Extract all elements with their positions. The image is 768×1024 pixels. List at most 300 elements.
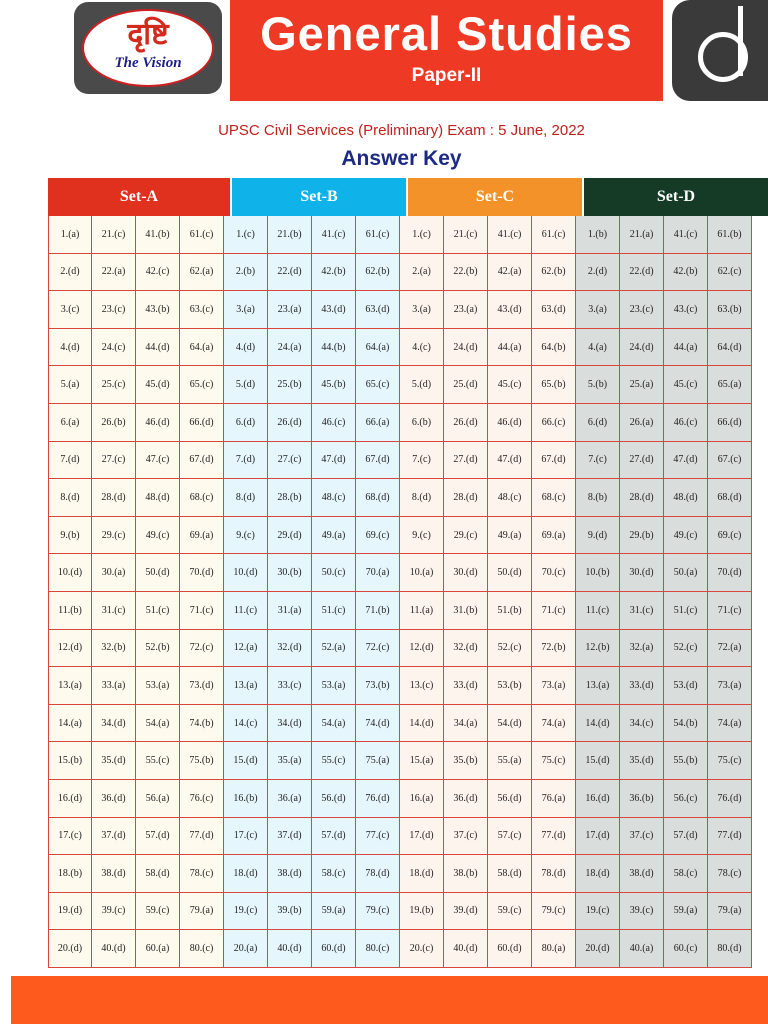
- answer-cell: 12.(d): [400, 630, 444, 668]
- answer-cell: 44.(b): [312, 329, 356, 367]
- answer-cell: 57.(d): [312, 818, 356, 856]
- answer-cell: 22.(d): [620, 254, 664, 292]
- answer-cell: 19.(d): [48, 893, 92, 931]
- answer-cell: 61.(b): [708, 216, 752, 254]
- answer-cell: 71.(b): [356, 592, 400, 630]
- answer-cell: 19.(c): [576, 893, 620, 931]
- answer-cell: 32.(b): [92, 630, 136, 668]
- answer-cell: 58.(d): [488, 855, 532, 893]
- answer-cell: 16.(b): [224, 780, 268, 818]
- answer-cell: 6.(d): [224, 404, 268, 442]
- set-d-header: Set-D: [584, 178, 768, 216]
- answer-cell: 41.(c): [312, 216, 356, 254]
- answer-cell: 10.(b): [576, 554, 620, 592]
- answer-cell: 46.(d): [488, 404, 532, 442]
- answer-cell: 2.(d): [48, 254, 92, 292]
- answer-cell: 20.(d): [576, 930, 620, 968]
- answer-cell: 39.(c): [620, 893, 664, 931]
- answer-cell: 42.(b): [312, 254, 356, 292]
- page-title: General Studies: [260, 7, 633, 60]
- answer-cell: 51.(c): [664, 592, 708, 630]
- answer-cell: 20.(a): [224, 930, 268, 968]
- answer-cell: 34.(d): [268, 705, 312, 743]
- answer-cell: 73.(b): [356, 667, 400, 705]
- answer-cell: 10.(d): [224, 554, 268, 592]
- answer-cell: 8.(d): [224, 479, 268, 517]
- answer-cell: 36.(d): [92, 780, 136, 818]
- answer-cell: 57.(d): [136, 818, 180, 856]
- exam-info: UPSC Civil Services (Preliminary) Exam : 5 June, 2022: [218, 122, 585, 139]
- answer-cell: 10.(d): [48, 554, 92, 592]
- answer-cell: 35.(a): [268, 742, 312, 780]
- answer-cell: 29.(c): [92, 517, 136, 555]
- answer-cell: 5.(a): [48, 366, 92, 404]
- answer-cell: 72.(c): [356, 630, 400, 668]
- answer-cell: 50.(d): [136, 554, 180, 592]
- answer-cell: 46.(c): [664, 404, 708, 442]
- answer-cell: 50.(a): [664, 554, 708, 592]
- answer-cell: 73.(a): [532, 667, 576, 705]
- answer-cell: 2.(b): [224, 254, 268, 292]
- answer-cell: 42.(a): [488, 254, 532, 292]
- answer-cell: 20.(d): [48, 930, 92, 968]
- answer-cell: 6.(d): [576, 404, 620, 442]
- answer-cell: 80.(a): [532, 930, 576, 968]
- answer-cell: 3.(a): [400, 291, 444, 329]
- answer-cell: 45.(d): [136, 366, 180, 404]
- answer-cell: 35.(d): [620, 742, 664, 780]
- answer-cell: 48.(d): [136, 479, 180, 517]
- answer-cell: 57.(d): [664, 818, 708, 856]
- answer-cell: 45.(c): [664, 366, 708, 404]
- answer-cell: 5.(d): [224, 366, 268, 404]
- answer-cell: 30.(b): [268, 554, 312, 592]
- answer-cell: 46.(d): [136, 404, 180, 442]
- answer-cell: 40.(a): [620, 930, 664, 968]
- answer-cell: 36.(a): [268, 780, 312, 818]
- answer-cell: 61.(c): [356, 216, 400, 254]
- answer-cell: 52.(c): [488, 630, 532, 668]
- answer-cell: 24.(a): [268, 329, 312, 367]
- answer-cell: 66.(c): [532, 404, 576, 442]
- answer-cell: 24.(c): [92, 329, 136, 367]
- answer-cell: 34.(c): [620, 705, 664, 743]
- answer-cell: 14.(d): [576, 705, 620, 743]
- answer-cell: 1.(b): [576, 216, 620, 254]
- answer-cell: 60.(d): [312, 930, 356, 968]
- answer-cell: 69.(a): [180, 517, 224, 555]
- answer-cell: 7.(d): [48, 442, 92, 480]
- answer-cell: 59.(c): [488, 893, 532, 931]
- answer-cell: 23.(a): [444, 291, 488, 329]
- answer-cell: 9.(c): [224, 517, 268, 555]
- answer-cell: 14.(d): [400, 705, 444, 743]
- answer-cell: 13.(a): [224, 667, 268, 705]
- answer-cell: 37.(c): [444, 818, 488, 856]
- answer-cell: 24.(d): [620, 329, 664, 367]
- answer-cell: 18.(b): [48, 855, 92, 893]
- answer-cell: 60.(a): [136, 930, 180, 968]
- logo-hindi-text: दृष्टि: [127, 17, 169, 52]
- logo-emblem: [82, 9, 214, 87]
- answer-cell: 70.(d): [708, 554, 752, 592]
- answer-cell: 47.(d): [488, 442, 532, 480]
- answer-cell: 34.(a): [444, 705, 488, 743]
- answer-cell: 44.(a): [664, 329, 708, 367]
- answer-cell: 43.(d): [312, 291, 356, 329]
- answer-cell: 17.(d): [576, 818, 620, 856]
- answer-cell: 42.(b): [664, 254, 708, 292]
- answer-cell: 53.(d): [664, 667, 708, 705]
- answer-cell: 59.(c): [136, 893, 180, 931]
- answer-cell: 52.(c): [664, 630, 708, 668]
- answer-cell: 78.(c): [708, 855, 752, 893]
- answer-cell: 64.(a): [180, 329, 224, 367]
- answer-cell: 27.(d): [444, 442, 488, 480]
- answer-cell: 40.(d): [268, 930, 312, 968]
- answer-cell: 69.(c): [356, 517, 400, 555]
- answer-cell: 2.(a): [400, 254, 444, 292]
- answer-cell: 66.(a): [356, 404, 400, 442]
- answer-cell: 79.(c): [356, 893, 400, 931]
- answer-cell: 51.(c): [312, 592, 356, 630]
- answer-cell: 75.(c): [532, 742, 576, 780]
- footer-band: [11, 976, 768, 1024]
- answer-cell: 52.(a): [312, 630, 356, 668]
- answer-cell: 7.(c): [400, 442, 444, 480]
- answer-cell: 7.(c): [576, 442, 620, 480]
- answer-cell: 41.(c): [664, 216, 708, 254]
- answer-cell: 68.(c): [180, 479, 224, 517]
- logo-tagline: The Vision: [114, 55, 182, 71]
- d-app-icon: [672, 0, 768, 101]
- answer-cell: 26.(d): [268, 404, 312, 442]
- answer-cell: 15.(a): [400, 742, 444, 780]
- answer-grid: [48, 216, 768, 968]
- answer-cell: 64.(d): [708, 329, 752, 367]
- answer-cell: 40.(d): [444, 930, 488, 968]
- answer-cell: 43.(d): [488, 291, 532, 329]
- answer-cell: 3.(a): [576, 291, 620, 329]
- answer-cell: 9.(c): [400, 517, 444, 555]
- answer-cell: 77.(c): [356, 818, 400, 856]
- d-icon-stem: [738, 6, 743, 76]
- answer-cell: 75.(a): [356, 742, 400, 780]
- answer-cell: 45.(b): [312, 366, 356, 404]
- answer-cell: 77.(d): [532, 818, 576, 856]
- answer-cell: 80.(c): [356, 930, 400, 968]
- answer-cell: 14.(a): [48, 705, 92, 743]
- answer-cell: 20.(c): [400, 930, 444, 968]
- answer-cell: 59.(a): [312, 893, 356, 931]
- answer-cell: 60.(c): [664, 930, 708, 968]
- answer-cell: 44.(a): [488, 329, 532, 367]
- answer-cell: 76.(d): [708, 780, 752, 818]
- answer-cell: 67.(d): [180, 442, 224, 480]
- answer-cell: 56.(a): [136, 780, 180, 818]
- answer-cell: 17.(c): [224, 818, 268, 856]
- answer-cell: 58.(c): [664, 855, 708, 893]
- answer-cell: 49.(c): [664, 517, 708, 555]
- answer-cell: 22.(b): [444, 254, 488, 292]
- answer-cell: 35.(b): [444, 742, 488, 780]
- answer-cell: 54.(b): [664, 705, 708, 743]
- answer-cell: 78.(c): [180, 855, 224, 893]
- answer-cell: 68.(d): [708, 479, 752, 517]
- answer-cell: 62.(b): [532, 254, 576, 292]
- answer-cell: 12.(d): [48, 630, 92, 668]
- answer-cell: 5.(d): [400, 366, 444, 404]
- answer-cell: 50.(d): [488, 554, 532, 592]
- title-banner: [230, 0, 663, 101]
- answer-cell: 31.(c): [92, 592, 136, 630]
- answer-cell: 23.(a): [268, 291, 312, 329]
- answer-cell: 38.(d): [92, 855, 136, 893]
- answer-cell: 2.(d): [576, 254, 620, 292]
- answer-cell: 50.(c): [312, 554, 356, 592]
- answer-cell: 13.(a): [576, 667, 620, 705]
- answer-cell: 37.(d): [268, 818, 312, 856]
- answer-cell: 33.(d): [444, 667, 488, 705]
- answer-cell: 78.(d): [532, 855, 576, 893]
- answer-cell: 48.(c): [312, 479, 356, 517]
- answer-cell: 60.(d): [488, 930, 532, 968]
- answer-cell: 38.(d): [620, 855, 664, 893]
- answer-cell: 30.(a): [92, 554, 136, 592]
- answer-cell: 26.(a): [620, 404, 664, 442]
- answer-cell: 29.(c): [444, 517, 488, 555]
- answer-cell: 68.(c): [532, 479, 576, 517]
- answer-cell: 14.(c): [224, 705, 268, 743]
- answer-cell: 62.(b): [356, 254, 400, 292]
- answer-cell: 67.(d): [356, 442, 400, 480]
- answer-cell: 15.(b): [48, 742, 92, 780]
- answer-cell: 21.(c): [444, 216, 488, 254]
- answer-cell: 71.(c): [708, 592, 752, 630]
- answer-cell: 8.(b): [576, 479, 620, 517]
- answer-cell: 8.(d): [48, 479, 92, 517]
- answer-cell: 56.(d): [312, 780, 356, 818]
- answer-cell: 33.(d): [620, 667, 664, 705]
- answer-cell: 43.(b): [136, 291, 180, 329]
- answer-cell: 75.(c): [708, 742, 752, 780]
- answer-cell: 7.(d): [224, 442, 268, 480]
- answer-cell: 48.(d): [664, 479, 708, 517]
- answer-cell: 77.(d): [708, 818, 752, 856]
- answer-cell: 71.(c): [532, 592, 576, 630]
- answer-cell: 58.(c): [312, 855, 356, 893]
- answer-cell: 69.(a): [532, 517, 576, 555]
- answer-cell: 47.(d): [312, 442, 356, 480]
- answer-cell: 10.(a): [400, 554, 444, 592]
- answer-cell: 11.(a): [400, 592, 444, 630]
- answer-cell: 54.(d): [488, 705, 532, 743]
- answer-cell: 65.(a): [708, 366, 752, 404]
- answer-cell: 66.(d): [708, 404, 752, 442]
- answer-cell: 52.(b): [136, 630, 180, 668]
- answer-cell: 11.(c): [576, 592, 620, 630]
- page-subtitle: Paper-II: [411, 65, 482, 86]
- answer-cell: 29.(d): [268, 517, 312, 555]
- answer-cell: 9.(b): [48, 517, 92, 555]
- answer-cell: 38.(d): [268, 855, 312, 893]
- answer-cell: 59.(a): [664, 893, 708, 931]
- answer-cell: 3.(a): [224, 291, 268, 329]
- drishti-logo: [74, 2, 222, 94]
- answer-cell: 22.(d): [268, 254, 312, 292]
- answer-cell: 27.(d): [620, 442, 664, 480]
- answer-cell: 15.(d): [576, 742, 620, 780]
- answer-cell: 28.(d): [444, 479, 488, 517]
- answer-cell: 54.(a): [312, 705, 356, 743]
- answer-cell: 4.(c): [400, 329, 444, 367]
- answer-cell: 55.(c): [312, 742, 356, 780]
- set-c-header: Set-C: [408, 178, 582, 216]
- answer-cell: 25.(c): [92, 366, 136, 404]
- answer-cell: 68.(d): [356, 479, 400, 517]
- answer-cell: 63.(b): [708, 291, 752, 329]
- answer-cell: 47.(d): [664, 442, 708, 480]
- answer-cell: 32.(d): [444, 630, 488, 668]
- answer-cell: 16.(d): [576, 780, 620, 818]
- answer-cell: 29.(b): [620, 517, 664, 555]
- answer-cell: 72.(a): [708, 630, 752, 668]
- answer-cell: 6.(a): [48, 404, 92, 442]
- answer-cell: 26.(b): [92, 404, 136, 442]
- answer-cell: 5.(b): [576, 366, 620, 404]
- answer-cell: 49.(c): [136, 517, 180, 555]
- answer-cell: 34.(d): [92, 705, 136, 743]
- answer-cell: 18.(d): [576, 855, 620, 893]
- answer-cell: 73.(d): [180, 667, 224, 705]
- answer-cell: 13.(c): [400, 667, 444, 705]
- answer-cell: 79.(a): [708, 893, 752, 931]
- answer-cell: 55.(c): [136, 742, 180, 780]
- answer-cell: 24.(d): [444, 329, 488, 367]
- answer-cell: 12.(a): [224, 630, 268, 668]
- answer-cell: 25.(b): [268, 366, 312, 404]
- answer-cell: 61.(c): [532, 216, 576, 254]
- answer-cell: 55.(a): [488, 742, 532, 780]
- answer-cell: 53.(a): [312, 667, 356, 705]
- answer-cell: 75.(b): [180, 742, 224, 780]
- answer-cell: 36.(b): [620, 780, 664, 818]
- answer-cell: 19.(b): [400, 893, 444, 931]
- answer-cell: 1.(c): [224, 216, 268, 254]
- answer-cell: 66.(d): [180, 404, 224, 442]
- answer-cell: 21.(a): [620, 216, 664, 254]
- answer-cell: 41.(b): [136, 216, 180, 254]
- answer-cell: 65.(b): [532, 366, 576, 404]
- answer-cell: 1.(a): [48, 216, 92, 254]
- answer-cell: 12.(b): [576, 630, 620, 668]
- answer-cell: 76.(a): [532, 780, 576, 818]
- answer-cell: 65.(c): [180, 366, 224, 404]
- answer-cell: 76.(c): [180, 780, 224, 818]
- answer-cell: 8.(d): [400, 479, 444, 517]
- answer-cell: 47.(c): [136, 442, 180, 480]
- answer-cell: 79.(c): [532, 893, 576, 931]
- answer-cell: 46.(c): [312, 404, 356, 442]
- answer-cell: 54.(a): [136, 705, 180, 743]
- answer-cell: 28.(d): [620, 479, 664, 517]
- answer-cell: 22.(a): [92, 254, 136, 292]
- answer-cell: 70.(c): [532, 554, 576, 592]
- answer-cell: 53.(a): [136, 667, 180, 705]
- answer-cell: 63.(d): [532, 291, 576, 329]
- answer-cell: 58.(d): [136, 855, 180, 893]
- answer-cell: 32.(d): [268, 630, 312, 668]
- answer-cell: 56.(c): [664, 780, 708, 818]
- answer-cell: 67.(d): [532, 442, 576, 480]
- answer-cell: 62.(a): [180, 254, 224, 292]
- answer-cell: 63.(d): [356, 291, 400, 329]
- answer-cell: 30.(d): [620, 554, 664, 592]
- answer-cell: 80.(d): [708, 930, 752, 968]
- answer-cell: 31.(b): [444, 592, 488, 630]
- answer-cell: 36.(d): [444, 780, 488, 818]
- answer-cell: 53.(b): [488, 667, 532, 705]
- answer-cell: 74.(a): [532, 705, 576, 743]
- answer-cell: 49.(a): [312, 517, 356, 555]
- answer-cell: 71.(c): [180, 592, 224, 630]
- answer-cell: 25.(d): [444, 366, 488, 404]
- answer-cell: 39.(c): [92, 893, 136, 931]
- answer-cell: 21.(c): [92, 216, 136, 254]
- answer-key-heading: Answer Key: [341, 147, 462, 170]
- answer-cell: 37.(d): [92, 818, 136, 856]
- answer-cell: 13.(a): [48, 667, 92, 705]
- answer-cell: 70.(a): [356, 554, 400, 592]
- answer-cell: 9.(d): [576, 517, 620, 555]
- answer-cell: 72.(b): [532, 630, 576, 668]
- answer-cell: 39.(b): [268, 893, 312, 931]
- answer-cell: 80.(c): [180, 930, 224, 968]
- answer-cell: 67.(c): [708, 442, 752, 480]
- answer-cell: 16.(d): [48, 780, 92, 818]
- answer-cell: 74.(a): [708, 705, 752, 743]
- answer-cell: 41.(c): [488, 216, 532, 254]
- answer-cell: 15.(d): [224, 742, 268, 780]
- answer-cell: 4.(d): [224, 329, 268, 367]
- answer-cell: 45.(c): [488, 366, 532, 404]
- answer-cell: 16.(a): [400, 780, 444, 818]
- answer-cell: 4.(a): [576, 329, 620, 367]
- answer-cell: 23.(c): [620, 291, 664, 329]
- answer-cell: 37.(c): [620, 818, 664, 856]
- answer-cell: 1.(c): [400, 216, 444, 254]
- answer-cell: 49.(a): [488, 517, 532, 555]
- answer-cell: 11.(b): [48, 592, 92, 630]
- answer-cell: 28.(d): [92, 479, 136, 517]
- answer-cell: 32.(a): [620, 630, 664, 668]
- answer-cell: 74.(d): [356, 705, 400, 743]
- answer-cell: 33.(a): [92, 667, 136, 705]
- answer-cell: 77.(d): [180, 818, 224, 856]
- answer-cell: 64.(b): [532, 329, 576, 367]
- answer-cell: 72.(c): [180, 630, 224, 668]
- answer-cell: 4.(d): [48, 329, 92, 367]
- answer-cell: 48.(c): [488, 479, 532, 517]
- answer-cell: 79.(a): [180, 893, 224, 931]
- answer-cell: 25.(a): [620, 366, 664, 404]
- answer-cell: 56.(d): [488, 780, 532, 818]
- answer-cell: 21.(b): [268, 216, 312, 254]
- answer-cell: 31.(c): [620, 592, 664, 630]
- answer-cell: 42.(c): [136, 254, 180, 292]
- answer-cell: 33.(c): [268, 667, 312, 705]
- answer-cell: 3.(c): [48, 291, 92, 329]
